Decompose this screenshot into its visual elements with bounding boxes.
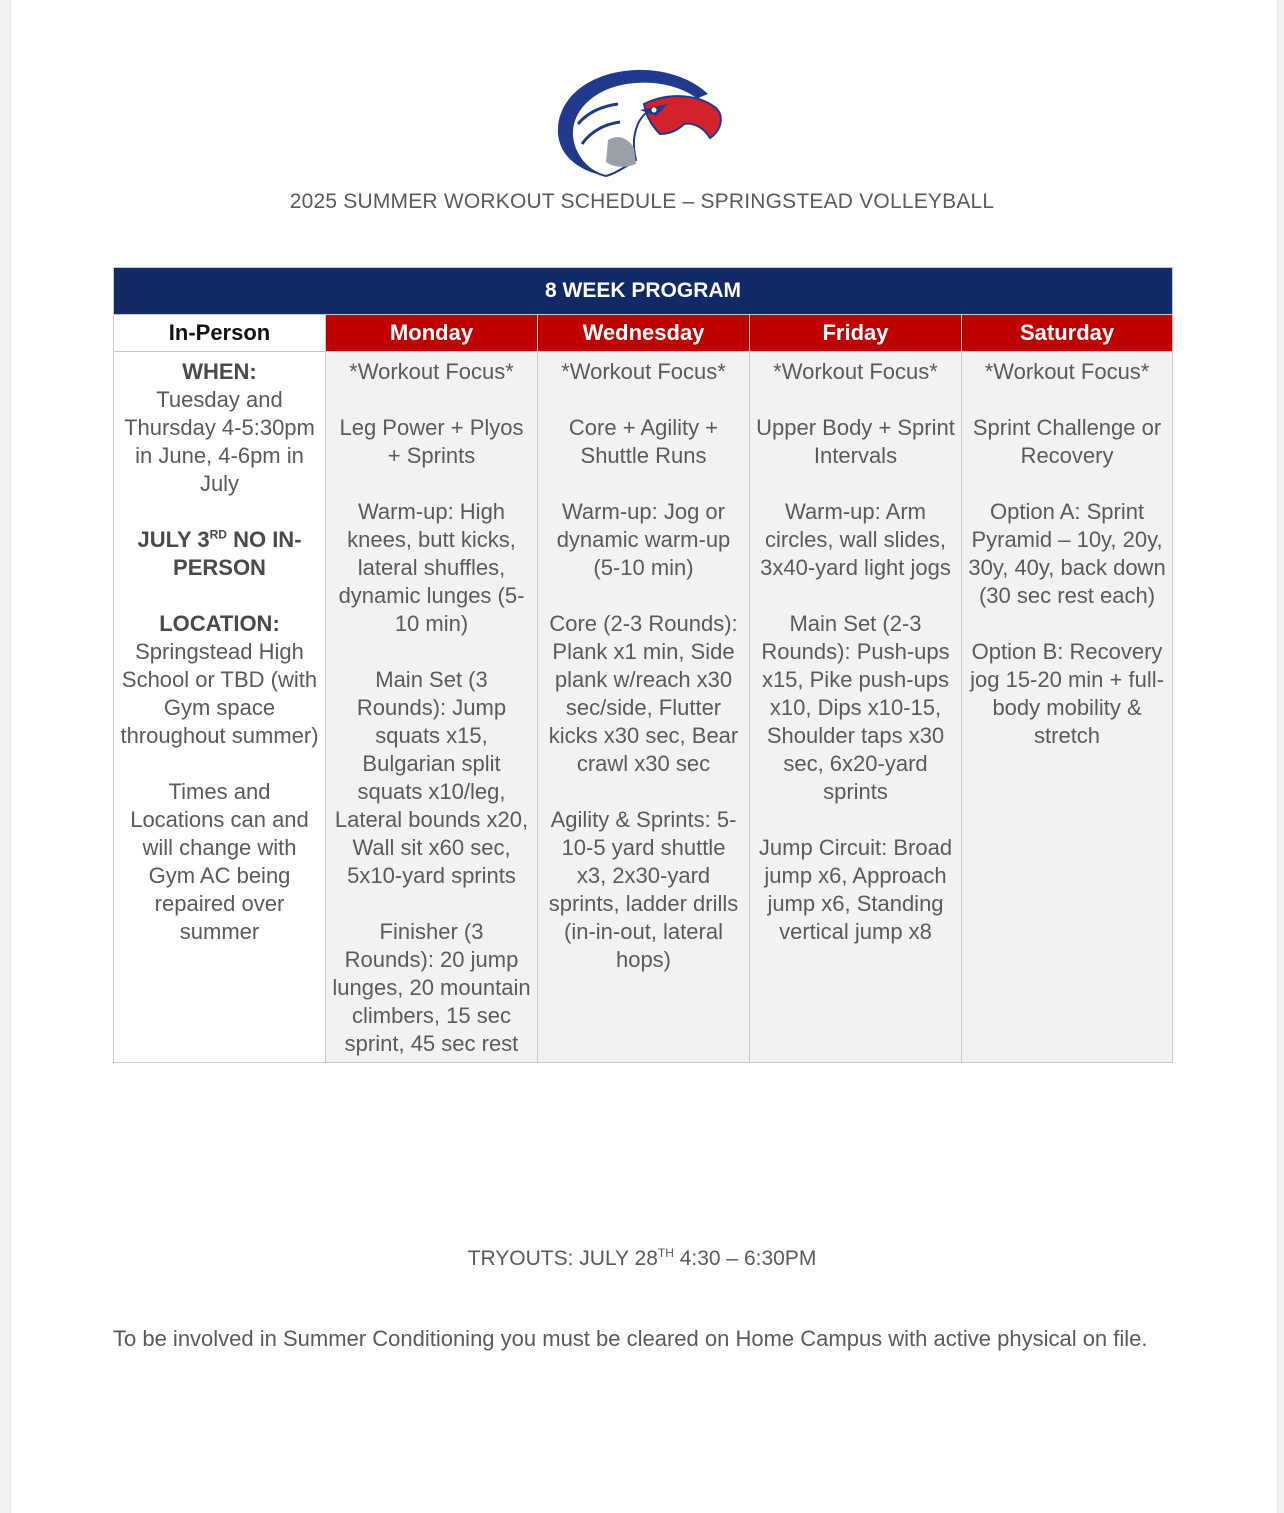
when-label: WHEN:	[182, 359, 257, 384]
monday-main-set: Main Set (3 Rounds): Jump squats x15, Bulgarian split squats x10/leg, Lateral bounds x20, Wall sit x60 sec, 5x10-yard sprints	[334, 667, 529, 888]
location-label: LOCATION:	[159, 611, 280, 636]
friday-main-set: Main Set (2-3 Rounds): Push-ups x15, Pike push-ups x10, Dips x10-15, Shoulder taps x30 sec, 6x20-yard sprints	[761, 611, 950, 804]
july-notice: JULY 3RD NO IN-PERSON	[137, 527, 302, 580]
friday-jump-circuit: Jump Circuit: Broad jump x6, Approach jump x6, Standing vertical jump x8	[758, 835, 953, 944]
wednesday-focus: *Workout Focus*	[561, 359, 726, 384]
program-banner: 8 WEEK PROGRAM	[114, 268, 1173, 315]
header-monday: Monday	[326, 315, 538, 352]
friday-focus: *Workout Focus*	[773, 359, 938, 384]
wednesday-agility: Agility & Sprints: 5-10-5 yard shuttle x3, 2x30-yard sprints, ladder drills (in-in-out, lateral hops)	[548, 807, 739, 972]
document-title: 2025 SUMMER WORKOUT SCHEDULE – SPRINGSTEAD VOLLEYBALL	[289, 190, 995, 213]
saturday-focus: *Workout Focus*	[984, 359, 1150, 384]
monday-finisher: Finisher (3 Rounds): 20 jump lunges, 20 mountain climbers, 15 sec sprint, 45 sec rest	[332, 919, 531, 1056]
friday-cell	[750, 352, 962, 1063]
change-notice: Times and Locations can and will change with Gym AC being repaired over summer	[130, 779, 309, 944]
header-saturday: Saturday	[962, 315, 1173, 352]
saturday-option-a: Option A: Sprint Pyramid – 10y, 20y, 30y, 40y, back down (30 sec rest each)	[968, 499, 1166, 608]
header-in-person: In-Person	[114, 315, 326, 352]
location-text: Springstead High School or TBD (with Gym space throughout summer)	[120, 639, 319, 748]
monday-warmup: Warm-up: High knees, butt kicks, lateral shuffles, dynamic lunges (5-10 min)	[338, 499, 525, 636]
clearance-note: To be involved in Summer Conditioning you must be cleared on Home Campus with active physical on file.	[113, 1326, 1148, 1351]
header-friday: Friday	[750, 315, 962, 352]
when-text: Tuesday and Thursday 4-5:30pm in June, 4-6pm in July	[124, 387, 315, 496]
eagle-logo	[548, 64, 728, 180]
saturday-cell	[962, 352, 1173, 1063]
wednesday-warmup: Warm-up: Jog or dynamic warm-up (5-10 min)	[556, 499, 731, 580]
wednesday-title: Core + Agility + Shuttle Runs	[568, 415, 719, 468]
in-person-cell	[114, 352, 326, 1063]
workout-schedule-table	[113, 267, 1173, 1063]
saturday-title: Sprint Challenge or Recovery	[972, 415, 1162, 468]
wednesday-core: Core (2-3 Rounds): Plank x1 min, Side plank w/reach x30 sec/side, Flutter kicks x30 sec, Bear crawl x30 sec	[548, 611, 739, 776]
friday-title: Upper Body + Sprint Intervals	[756, 415, 955, 468]
monday-title: Leg Power + Plyos + Sprints	[339, 415, 524, 468]
tryouts-date: TRYOUTS: JULY 28TH 4:30 – 6:30PM	[467, 1246, 817, 1270]
monday-focus: *Workout Focus*	[349, 359, 514, 384]
header-wednesday: Wednesday	[538, 315, 750, 352]
wednesday-cell	[538, 352, 750, 1063]
saturday-option-b: Option B: Recovery jog 15-20 min + full-body mobility & stretch	[970, 639, 1164, 748]
friday-warmup: Warm-up: Arm circles, wall slides, 3x40-yard light jogs	[760, 499, 951, 580]
monday-cell	[326, 352, 538, 1063]
